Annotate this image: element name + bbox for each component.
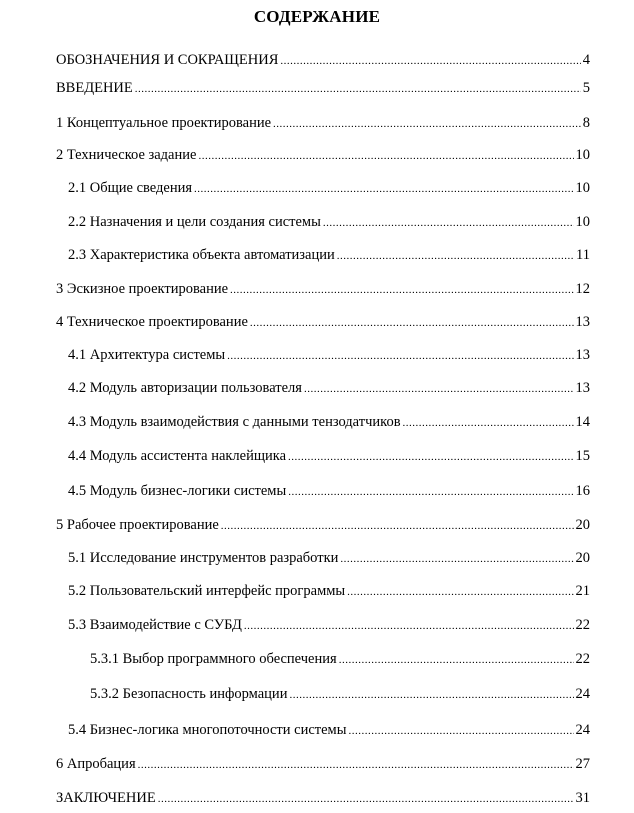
toc-page-number: 13: [575, 347, 590, 363]
toc-page-number: 13: [575, 380, 590, 396]
toc-entry-label: 5.4 Бизнес-логика многопоточности системы: [68, 722, 347, 738]
toc-page-number: 31: [575, 790, 590, 806]
toc-page-number: 14: [575, 414, 590, 430]
dot-leader: [347, 582, 573, 602]
toc-page-number: 22: [575, 617, 590, 633]
toc-entry-section-4-3[interactable]: [68, 412, 590, 432]
toc-entry-section-4-5[interactable]: [68, 481, 590, 501]
dot-leader: [289, 685, 573, 705]
dot-leader: [138, 755, 574, 775]
toc-entry-chapter-1[interactable]: [56, 113, 590, 133]
toc-entry-chapter-3[interactable]: [56, 279, 590, 299]
toc-page-number: 13: [575, 314, 590, 330]
dot-leader: [339, 650, 574, 670]
toc-entry-section-5-1[interactable]: [68, 548, 590, 568]
toc-entry-label: 3 Эскизное проектирование: [56, 281, 229, 297]
toc-entry-section-5-3-1[interactable]: [90, 649, 590, 669]
toc-entry-label: ВВЕДЕНИЕ: [56, 80, 133, 96]
toc-page-number: 20: [575, 517, 590, 533]
toc-entry-section-4-2[interactable]: [68, 378, 590, 398]
dot-leader: [288, 482, 573, 502]
toc-page-number: 27: [575, 756, 590, 772]
toc-page-number: 21: [575, 583, 590, 599]
toc-entry-label: 2.2 Назначения и цели создания системы: [68, 214, 321, 230]
dot-leader: [227, 346, 573, 366]
toc-entry-section-5-2[interactable]: [68, 581, 590, 601]
dot-leader: [250, 313, 574, 333]
toc-page-number: 16: [575, 483, 590, 499]
toc-entry-label: 2 Техническое задание: [56, 147, 197, 163]
toc-entry-section-5-4[interactable]: [68, 720, 590, 740]
dot-leader: [230, 280, 573, 300]
page-title: СОДЕРЖАНИЕ: [253, 7, 381, 26]
dot-leader: [244, 616, 574, 636]
toc-page-number: 11: [576, 247, 590, 263]
toc-entry-section-5-3-2[interactable]: [90, 684, 590, 704]
toc-entry-label: 2.3 Характеристика объекта автоматизации: [68, 247, 335, 263]
toc-entry-abbreviations[interactable]: [56, 50, 590, 70]
dot-leader: [158, 789, 574, 809]
toc-entry-introduction[interactable]: [56, 78, 590, 98]
toc-entry-label: ЗАКЛЮЧЕНИЕ: [56, 790, 156, 806]
toc-entry-section-2-1[interactable]: [68, 178, 590, 198]
toc-page-number: 5: [582, 80, 590, 96]
toc-entry-label: 6 Апробация: [56, 756, 136, 772]
toc-entry-label: 4 Техническое проектирование: [56, 314, 248, 330]
toc-entry-label: 5 Рабочее проектирование: [56, 517, 219, 533]
dot-leader: [337, 246, 574, 266]
toc-entry-section-2-3[interactable]: [68, 245, 590, 265]
toc-page-number: 15: [575, 448, 590, 464]
toc-entry-label: 5.3.1 Выбор программного обеспечения: [90, 651, 337, 667]
toc-page-number: 10: [575, 214, 590, 230]
toc-entry-label: 4.3 Модуль взаимодействия с данными тензодатчиков: [68, 414, 401, 430]
dot-leader: [288, 447, 573, 467]
dot-leader: [323, 213, 574, 233]
toc-page-number: 24: [575, 686, 590, 702]
toc-entry-label: 4.2 Модуль авторизации пользователя: [68, 380, 302, 396]
toc-entry-conclusion[interactable]: [56, 788, 590, 808]
toc-entry-label: 2.1 Общие сведения: [68, 180, 193, 196]
toc-entry-label: 5.3.2 Безопасность информации: [90, 686, 288, 702]
dot-leader: [304, 379, 574, 399]
toc-page-number: 24: [575, 722, 590, 738]
toc-entry-section-2-2[interactable]: [68, 212, 590, 232]
toc-page-number: 12: [575, 281, 590, 297]
toc-entry-chapter-2[interactable]: [56, 145, 590, 165]
dot-leader: [403, 413, 574, 433]
toc-entry-label: 4.5 Модуль бизнес-логики системы: [68, 483, 287, 499]
toc-page-number: 10: [575, 147, 590, 163]
toc-entry-label: 1 Концептуальное проектирование: [56, 115, 272, 131]
toc-page-number: 4: [582, 52, 590, 68]
dot-leader: [280, 51, 580, 71]
toc-page-number: 8: [582, 115, 590, 131]
toc-page-number: 22: [575, 651, 590, 667]
toc-entry-label: 5.1 Исследование инструментов разработки: [68, 550, 339, 566]
dot-leader: [340, 549, 573, 569]
toc-entry-label: ОБОЗНАЧЕНИЯ И СОКРАЩЕНИЯ: [56, 52, 279, 68]
toc-page-number: 10: [575, 180, 590, 196]
dot-leader: [221, 516, 574, 536]
dot-leader: [198, 146, 573, 166]
toc-entry-chapter-5[interactable]: [56, 515, 590, 535]
toc-entry-label: 4.1 Архитектура системы: [68, 347, 226, 363]
toc-entry-section-4-4[interactable]: [68, 446, 590, 466]
toc-entry-chapter-4[interactable]: [56, 312, 590, 332]
dot-leader: [194, 179, 573, 199]
toc-entry-label: 4.4 Модуль ассистента наклейщика: [68, 448, 287, 464]
toc-entry-label: 5.2 Пользовательский интерфейс программы: [68, 583, 346, 599]
dot-leader: [348, 721, 573, 741]
dot-leader: [273, 114, 581, 134]
toc-page-number: 20: [575, 550, 590, 566]
toc-entry-section-4-1[interactable]: [68, 345, 590, 365]
dot-leader: [135, 79, 581, 99]
toc-entry-label: 5.3 Взаимодействие с СУБД: [68, 617, 242, 633]
toc-entry-section-5-3[interactable]: [68, 615, 590, 635]
toc-entry-chapter-6[interactable]: [56, 754, 590, 774]
